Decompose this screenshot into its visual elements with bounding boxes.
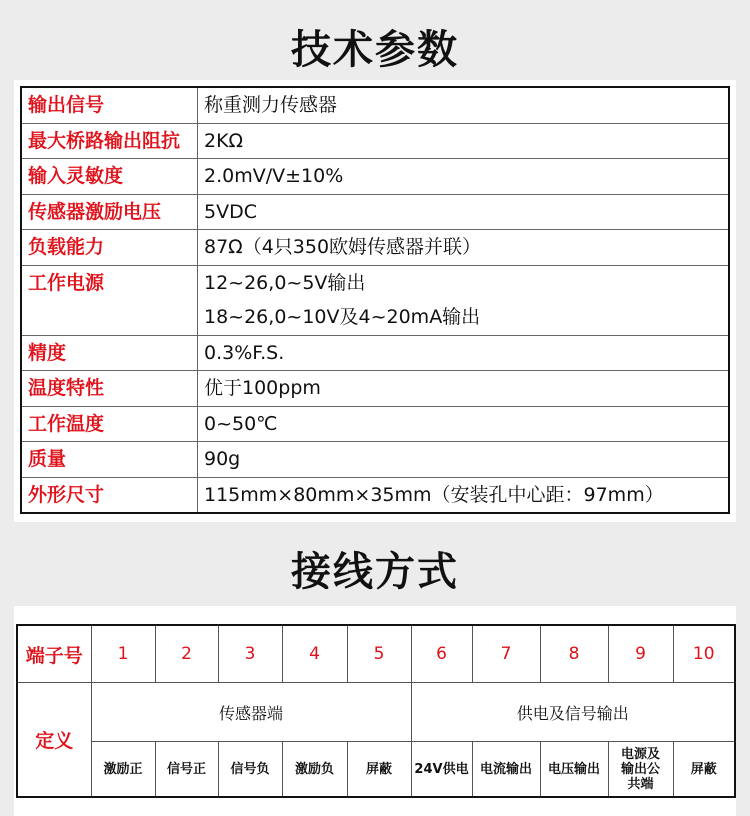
spec-key: 工作电源 [21, 265, 198, 335]
spec-value-line: 0.3%F.S. [204, 341, 285, 364]
terminal-number: 10 [673, 625, 735, 683]
spec-value-line: 称重测力传感器 [204, 94, 338, 116]
spec-row [21, 265, 729, 335]
terminal-number: 7 [472, 625, 540, 683]
terminal-header: 端子号 [17, 625, 91, 683]
definition-cell: 信号负 [218, 742, 282, 798]
spec-row [21, 442, 729, 478]
spec-key: 精度 [21, 335, 198, 371]
spec-row [21, 194, 729, 230]
spec-value [198, 87, 730, 123]
spec-key: 质量 [21, 442, 198, 478]
spec-key: 输入灵敏度 [21, 159, 198, 195]
definition-line: 输出公 [620, 761, 660, 777]
spec-value-line: 0~50℃ [204, 412, 278, 435]
spec-key: 工作温度 [21, 406, 198, 442]
spec-table [20, 86, 730, 514]
terminal-number: 4 [282, 625, 347, 683]
group-power-output: 供电及信号输出 [411, 683, 735, 742]
definition-cell: 电压输出 [540, 742, 608, 798]
spec-value [198, 442, 730, 478]
spec-key: 外形尺寸 [21, 477, 198, 513]
spec-value [198, 335, 730, 371]
terminal-number: 8 [540, 625, 608, 683]
spec-value [198, 371, 730, 407]
definition-header: 定义 [17, 683, 91, 798]
terminal-number: 6 [411, 625, 472, 683]
spec-section-title: 技术参数 [291, 27, 459, 73]
spec-row [21, 123, 729, 159]
terminal-number: 5 [347, 625, 411, 683]
definition-row [17, 742, 735, 798]
definition-line: 电源及 [620, 746, 660, 762]
spec-key: 输出信号 [21, 87, 198, 123]
spec-panel [14, 80, 736, 522]
spec-value-line: 优于100ppm [204, 377, 321, 399]
wiring-section-title: 接线方式 [291, 549, 459, 595]
spec-value-line: 5VDC [204, 200, 257, 223]
definition-cell: 信号正 [155, 742, 218, 798]
spec-value [198, 230, 730, 266]
wiring-panel [14, 606, 736, 816]
spec-value [198, 123, 730, 159]
spec-value-line: 12~26,0~5V输出 [204, 271, 366, 294]
spec-value-line: 87Ω（4只350欧姆传感器并联） [204, 236, 482, 258]
spec-key: 传感器激励电压 [21, 194, 198, 230]
spec-value-line: 18~26,0~10V及4~20mA输出 [204, 306, 481, 328]
spec-value [198, 406, 730, 442]
terminal-number: 3 [218, 625, 282, 683]
spec-row [21, 87, 729, 123]
definition-cell [608, 742, 673, 798]
wiring-table [16, 624, 736, 798]
spec-row [21, 406, 729, 442]
spec-value-line: 2KΩ [204, 129, 244, 152]
spec-row [21, 477, 729, 513]
definition-cell: 屏蔽 [347, 742, 411, 798]
terminal-number: 1 [91, 625, 155, 683]
terminal-number: 2 [155, 625, 218, 683]
spec-value-line: 2.0mV/V±10% [204, 165, 344, 187]
definition-line: 共端 [627, 776, 654, 792]
spec-value [198, 194, 730, 230]
spec-value [198, 159, 730, 195]
definition-cell: 电流输出 [472, 742, 540, 798]
definition-cell: 激励正 [91, 742, 155, 798]
spec-key: 负载能力 [21, 230, 198, 266]
spec-row [21, 230, 729, 266]
spec-key: 最大桥路输出阻抗 [21, 123, 198, 159]
spec-row [21, 371, 729, 407]
definition-cell: 激励负 [282, 742, 347, 798]
definition-cell: 屏蔽 [673, 742, 735, 798]
spec-value [198, 265, 730, 335]
spec-key: 温度特性 [21, 371, 198, 407]
spec-row [21, 159, 729, 195]
spec-value-line: 90g [204, 448, 241, 470]
terminal-row [17, 625, 735, 683]
spec-row [21, 335, 729, 371]
group-row [17, 683, 735, 742]
terminal-number: 9 [608, 625, 673, 683]
definition-cell: 24V供电 [411, 742, 472, 798]
spec-value-line: 115mm×80mm×35mm（安装孔中心距：97mm） [204, 483, 664, 506]
group-sensor-side: 传感器端 [91, 683, 411, 742]
spec-value [198, 477, 730, 513]
